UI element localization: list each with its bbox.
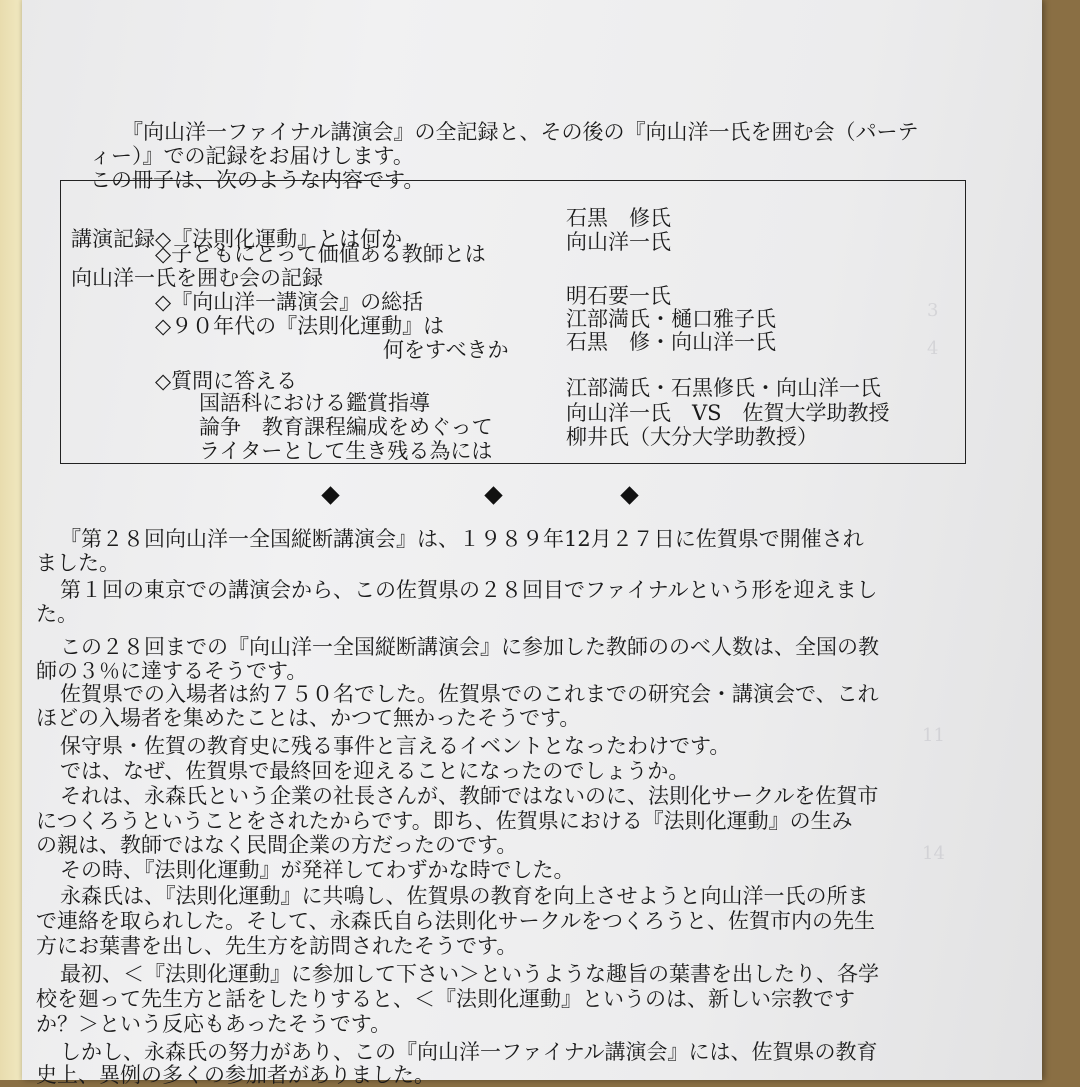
bleed-through-number: 3 — [927, 300, 939, 321]
contents-item: 論争 教育課程編成をめぐって — [199, 415, 493, 439]
contents-item: 国語科における鑑賞指導 — [199, 391, 430, 415]
contents-item: ◇９０年代の『法則化運動』は — [155, 314, 445, 338]
intro-line: この冊子は、次のような内容です。 — [90, 168, 425, 192]
body-line: 『第２８回向山洋一全国縦断講演会』は、１９８９年12月２７日に佐賀県で開催され — [60, 527, 864, 551]
body-line: の親は、教師ではなく民間企業の方だったのです。 — [36, 833, 518, 857]
body-line: では、なぜ、佐賀県で最終回を迎えることになったのでしょうか。 — [60, 759, 690, 783]
document-page — [22, 0, 1042, 1087]
body-line: で連絡を取られした。そして、永森氏自ら法則化サークルをつくろうと、佐賀市内の先生 — [36, 909, 875, 933]
body-line: しかし、永森氏の努力があり、この『向山洋一ファイナル講演会』には、佐賀県の教育 — [60, 1040, 878, 1064]
body-line: につくろうということをされたからです。即ち、佐賀県における『法則化運動』の生み — [36, 809, 853, 833]
body-line: 校を廻って先生方と話をしたりすると、＜『法則化運動』というのは、新しい宗教です — [36, 987, 855, 1011]
bleed-through-number: 4 — [927, 338, 939, 359]
contents-speaker: 柳井氏（大分大学助教授） — [566, 425, 818, 449]
contents-box — [60, 180, 966, 464]
body-line: か？＞という反応もあったそうです。 — [36, 1012, 392, 1036]
body-line: 最初、＜『法則化運動』に参加して下さい＞というような趣旨の葉書を出したり、各学 — [60, 962, 879, 986]
contents-item: 何をすべきか — [383, 338, 509, 362]
body-line: その時、『法則化運動』が発祥してわずかな時でした。 — [60, 858, 575, 882]
body-line: た。 — [36, 602, 78, 626]
body-line: それは、永森氏という企業の社長さんが、教師ではないのに、法則化サークルを佐賀市 — [60, 784, 879, 808]
intro-line: ィー）』での記録をお届けします。 — [90, 144, 414, 168]
separator-diamond — [321, 486, 339, 504]
contents-speaker: 向山洋一氏 — [566, 230, 671, 254]
bleed-through-number: 11 — [922, 725, 945, 746]
contents-section: 向山洋一氏を囲む会の記録 — [71, 266, 323, 290]
contents-speaker: 向山洋一氏 VS 佐賀大学助教授 — [566, 401, 890, 425]
contents-speaker: 明石要一氏 — [566, 284, 671, 308]
contents-item: 講演記録◇『法則化運動』とは何か — [71, 227, 403, 251]
contents-item: ◇質問に答える — [155, 369, 298, 393]
contents-speaker: 石黒 修氏 — [566, 206, 671, 230]
body-line: 第１回の東京での講演会から、この佐賀県の２８回目でファイナルという形を迎えまし — [60, 578, 878, 602]
body-line: ました。 — [36, 551, 120, 575]
separator-diamond — [484, 486, 502, 504]
body-line: 佐賀県での入場者は約７５０名でした。佐賀県でのこれまでの研究会・講演会で、これ — [60, 682, 879, 706]
body-line: この２８回までの『向山洋一全国縦断講演会』に参加した教師ののべ人数は、全国の教 — [60, 635, 879, 659]
body-line: 保守県・佐賀の教育史に残る事件と言えるイベントとなったわけです。 — [60, 734, 731, 758]
contents-speaker: 石黒 修・向山洋一氏 — [566, 330, 776, 354]
body-line: ほどの入場者を集めたことは、かつて無かったそうです。 — [36, 706, 581, 730]
body-line: 師の３％に達するそうです。 — [36, 659, 308, 683]
contents-speaker: 江部満氏・樋口雅子氏 — [566, 307, 776, 331]
body-line: 永森氏は、『法則化運動』に共鳴し、佐賀県の教育を向上させようと向山洋一氏の所ま — [60, 884, 869, 908]
separator-diamond — [620, 486, 638, 504]
body-line: 史上、異例の多くの参加者がありました。 — [36, 1063, 435, 1087]
contents-item: ◇『向山洋一講演会』の総括 — [155, 290, 424, 314]
intro-line: 『向山洋一ファイナル講演会』の全記録と、その後の『向山洋一氏を囲む会（パーテ — [122, 120, 919, 144]
contents-speaker: 江部満氏・石黒修氏・向山洋一氏 — [566, 376, 881, 400]
bleed-through-number: 14 — [922, 843, 945, 864]
contents-item: ライターとして生き残る為には — [199, 439, 493, 463]
body-line: 方にお葉書を出し、先生方を訪問されたそうです。 — [36, 934, 518, 958]
contents-item: ◇子どもにとって価値ある教師とは — [155, 242, 486, 266]
